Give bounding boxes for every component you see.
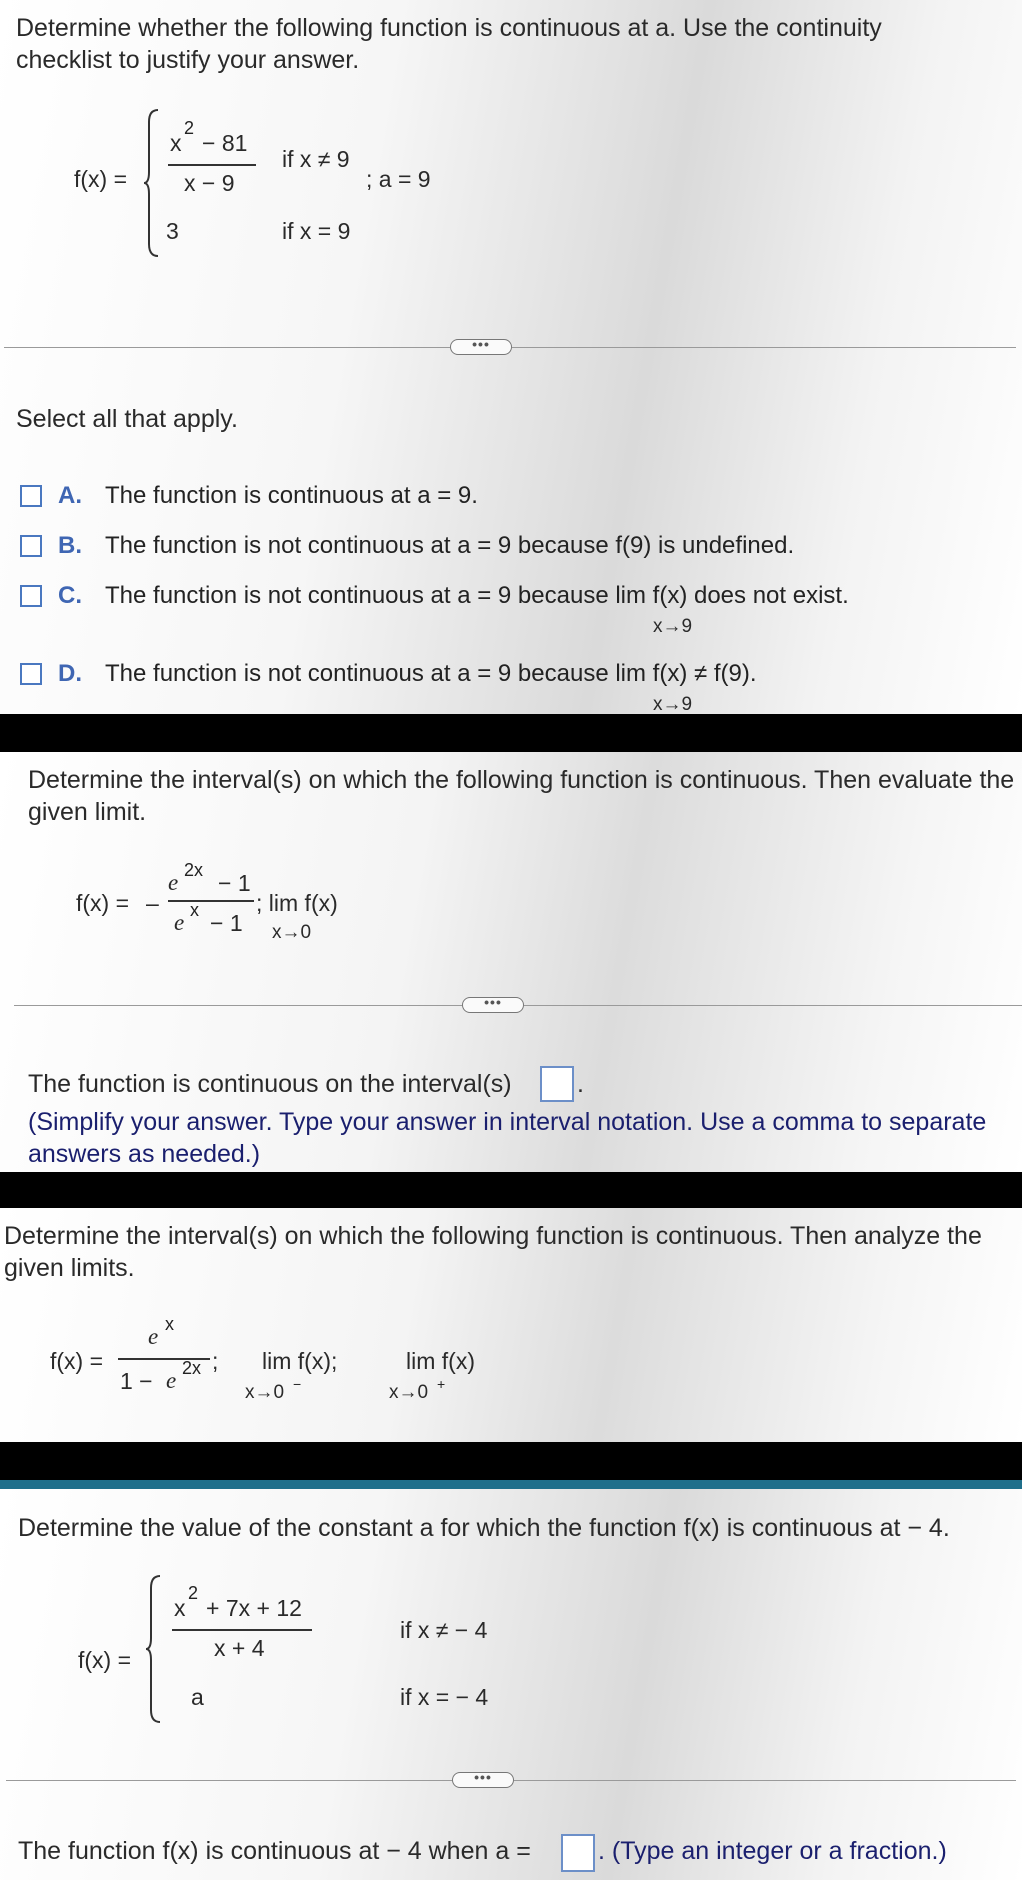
- problem1-divider-right: [512, 347, 1016, 348]
- problem1-numerator-x: x: [170, 130, 182, 156]
- problem3-den-pre: 1 −: [120, 1368, 153, 1394]
- separator-bar-3: [0, 1442, 1022, 1480]
- problem2-divider-left: [14, 1005, 462, 1006]
- problem4-divider-right: [514, 1780, 1016, 1781]
- option-c-letter: C.: [58, 582, 82, 609]
- select-all-label: Select all that apply.: [16, 405, 238, 433]
- problem3-prompt: Determine the interval(s) on which the following function is continuous. Then analyze the given limits.: [4, 1222, 982, 1282]
- problem3-semicolon: ;: [212, 1348, 219, 1374]
- problem4-more-button[interactable]: •••: [452, 1772, 514, 1788]
- problem3-den-e: e: [166, 1368, 177, 1393]
- option-b-checkbox[interactable]: [20, 535, 42, 557]
- problem2-hint: (Simplify your answer. Type your answer in interval notation. Use a comma to separate answers as needed.): [28, 1108, 987, 1168]
- problem4-numerator-rest: + 7x + 12: [206, 1595, 302, 1621]
- option-d-letter: D.: [58, 660, 82, 687]
- problem1-f-label: f(x) =: [74, 166, 128, 192]
- problem2-answer-suffix: .: [577, 1070, 584, 1098]
- problem1-condition-2: if x = 9: [282, 218, 351, 244]
- problem3-den-exp: 2x: [182, 1358, 202, 1378]
- problem2-num-e: e: [168, 870, 179, 895]
- problem4-panel: [0, 1489, 1022, 1880]
- problem2-den-rest: − 1: [210, 910, 243, 936]
- problem1-more-button[interactable]: •••: [450, 339, 512, 355]
- problem3-limit-left: lim f(x);: [262, 1348, 338, 1374]
- option-b-text: The function is not continuous at a = 9 because f(9) is undefined.: [105, 532, 795, 559]
- problem3-panel: [0, 1208, 1022, 1442]
- problem2-divider-right: [524, 1005, 1022, 1006]
- problem2-fraction-bar: [168, 900, 254, 902]
- problem4-condition-1: if x ≠ − 4: [400, 1617, 488, 1643]
- problem4-case2-value: a: [191, 1684, 204, 1710]
- problem3-num-exp: x: [165, 1314, 174, 1334]
- option-a-checkbox[interactable]: [20, 485, 42, 507]
- problem3-limit-left-sub: x→0: [245, 1382, 285, 1403]
- option-c-limit-sub: x→9: [653, 616, 693, 637]
- separator-bar-1: [0, 714, 1022, 752]
- problem2-more-button[interactable]: •••: [462, 997, 524, 1013]
- problem2-limit: ; lim f(x): [256, 890, 338, 916]
- problem1-a-value: ; a = 9: [366, 166, 431, 192]
- problem4-condition-2: if x = − 4: [400, 1684, 489, 1710]
- problem4-numerator-exp: 2: [188, 1583, 199, 1603]
- option-d-checkbox[interactable]: [20, 663, 42, 685]
- problem2-num-rest: − 1: [218, 870, 251, 896]
- problem4-f-label: f(x) =: [78, 1647, 132, 1673]
- problem1-prompt: Determine whether the following function is continuous at a. Use the continuity checklist to justify your answer.: [16, 14, 882, 74]
- option-d-limit-sub: x→9: [653, 694, 693, 714]
- option-a-text: The function is continuous at a = 9.: [105, 482, 478, 509]
- problem2-den-exp: x: [190, 900, 199, 920]
- option-b-letter: B.: [58, 532, 82, 559]
- problem3-limit-right: lim f(x): [406, 1348, 475, 1374]
- problem1-brace: [144, 108, 160, 258]
- problem4-answer-suffix: . (Type an integer or a fraction.): [598, 1837, 947, 1865]
- problem2-answer-input[interactable]: [540, 1066, 574, 1102]
- problem3-f-label: f(x) =: [50, 1348, 104, 1374]
- problem1-fraction-bar: [168, 164, 256, 166]
- problem1-numerator-rest: − 81: [202, 130, 248, 156]
- option-a-letter: A.: [58, 482, 82, 509]
- problem4-answer-input[interactable]: [561, 1834, 595, 1872]
- problem3-limit-right-sign: +: [437, 1376, 446, 1392]
- problem4-prompt: Determine the value of the constant a for which the function f(x) is continuous at − 4.: [18, 1514, 950, 1542]
- problem1-denominator: x − 9: [184, 170, 235, 196]
- problem2-num-exp: 2x: [184, 860, 204, 880]
- problem2-answer-prefix: The function is continuous on the interval(s): [28, 1070, 512, 1098]
- option-d-text: The function is not continuous at a = 9 because lim f(x) ≠ f(9).: [105, 660, 757, 687]
- problem3-num-e: e: [148, 1324, 159, 1349]
- problem4-numerator-x: x: [174, 1595, 186, 1621]
- problem2-den-e: e: [174, 910, 185, 935]
- separator-bar-2: [0, 1172, 1022, 1208]
- problem1-case2-value: 3: [166, 218, 179, 244]
- problem4-fraction-bar: [172, 1629, 312, 1631]
- problem4-denominator: x + 4: [214, 1635, 265, 1661]
- problem2-f-label: f(x) =: [76, 890, 130, 916]
- option-c-checkbox[interactable]: [20, 585, 42, 607]
- problem1-numerator-exp: 2: [184, 118, 195, 138]
- problem4-brace: [146, 1574, 162, 1724]
- problem2-prompt: Determine the interval(s) on which the following function is continuous. Then evaluate the given limit.: [28, 766, 1015, 826]
- problem4-divider-left: [6, 1780, 452, 1781]
- separator-teal-line: [0, 1480, 1022, 1489]
- problem3-limit-right-sub: x→0: [389, 1382, 429, 1403]
- problem1-panel: [0, 0, 1022, 714]
- problem4-answer-prefix: The function f(x) is continuous at − 4 when a =: [18, 1837, 531, 1865]
- option-c-text: The function is not continuous at a = 9 because lim f(x) does not exist.: [105, 582, 849, 609]
- problem2-neg-dash: –: [146, 890, 159, 916]
- problem2-panel: [0, 752, 1022, 1172]
- problem2-limit-sub: x→0: [272, 922, 312, 943]
- problem1-condition-1: if x ≠ 9: [282, 146, 350, 172]
- problem3-limit-left-sign: −: [293, 1376, 302, 1392]
- problem1-divider-left: [4, 347, 450, 348]
